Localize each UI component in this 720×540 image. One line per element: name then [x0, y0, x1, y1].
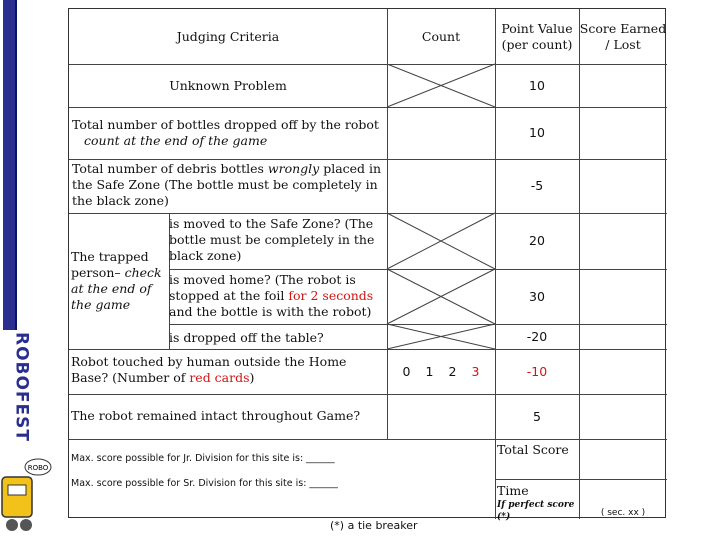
- time-format: ( sec. xx ): [600, 508, 646, 518]
- red-card-count-0[interactable]: 0: [402, 364, 411, 379]
- time-label: Time: [497, 483, 529, 498]
- trapped-dropped-points: -20: [526, 328, 548, 344]
- row-touched-points: -10: [526, 363, 548, 379]
- count-not-applicable-icon: [387, 269, 495, 324]
- count-not-applicable-icon: [387, 213, 495, 269]
- row-dropped-off-label: Total number of bottles dropped off by the robot count at the end of the game: [72, 117, 387, 149]
- row-debris-points: -5: [530, 178, 544, 193]
- row-dropped-off-points: 10: [529, 125, 545, 140]
- row-unknown-points: 10: [529, 77, 545, 93]
- trapped-person-label: The trapped person– check at the end of the game: [71, 249, 162, 312]
- max-score-sr: Max. score possible for Sr. Division for this site is: ______: [71, 478, 338, 489]
- header-count: Count: [421, 28, 461, 44]
- count-not-applicable-icon: [387, 324, 495, 349]
- trapped-home-points: 30: [529, 288, 545, 304]
- mascot-bubble-text: ROBO: [27, 464, 49, 472]
- row-debris-label: Total number of debris bottles wrongly placed in the Safe Zone (The bottle must be completely in the black zone): [72, 161, 382, 208]
- red-card-count-1[interactable]: 1: [425, 364, 434, 379]
- trapped-home-label: is moved home? (The robot is stopped at the foil for 2 seconds and the bottle is with the robot): [169, 272, 374, 319]
- header-point-value: Point Value (per count): [501, 20, 573, 52]
- trapped-safe-zone-label: is moved to the Safe Zone? (The bottle must be completely in the black zone): [169, 216, 375, 263]
- row-dropped-off-sub: count at the end of the game: [84, 133, 268, 148]
- robofest-logo: ROBOFEST: [11, 331, 32, 443]
- row-unknown-label: Unknown Problem: [169, 77, 287, 93]
- row-touched-label: Robot touched by human outside the Home Base? (Number of red cards): [71, 354, 347, 385]
- red-card-count-options[interactable]: [387, 349, 495, 394]
- tie-breaker-note: (*) a tie breaker: [330, 519, 418, 532]
- time-note: If perfect score (*): [497, 500, 575, 522]
- red-card-count-2[interactable]: 2: [448, 364, 457, 379]
- scoring-table: [68, 8, 667, 522]
- row-intact-points: 5: [533, 408, 541, 424]
- header-score: Score Earned / Lost: [579, 20, 667, 52]
- count-not-applicable-icon: [387, 64, 495, 107]
- trapped-dropped-label: is dropped off the table?: [169, 330, 324, 345]
- total-score-label: Total Score: [497, 442, 569, 457]
- brand-bar: [3, 0, 17, 330]
- max-score-jr: Max. score possible for Jr. Division for this site is: ______: [71, 453, 335, 464]
- header-criteria: Judging Criteria: [176, 28, 280, 44]
- robot-mascot-icon: [0, 455, 52, 535]
- trapped-safe-zone-points: 20: [529, 233, 545, 248]
- red-card-count-3[interactable]: 3: [471, 364, 480, 379]
- row-intact-label: The robot remained intact throughout Game?: [71, 408, 361, 423]
